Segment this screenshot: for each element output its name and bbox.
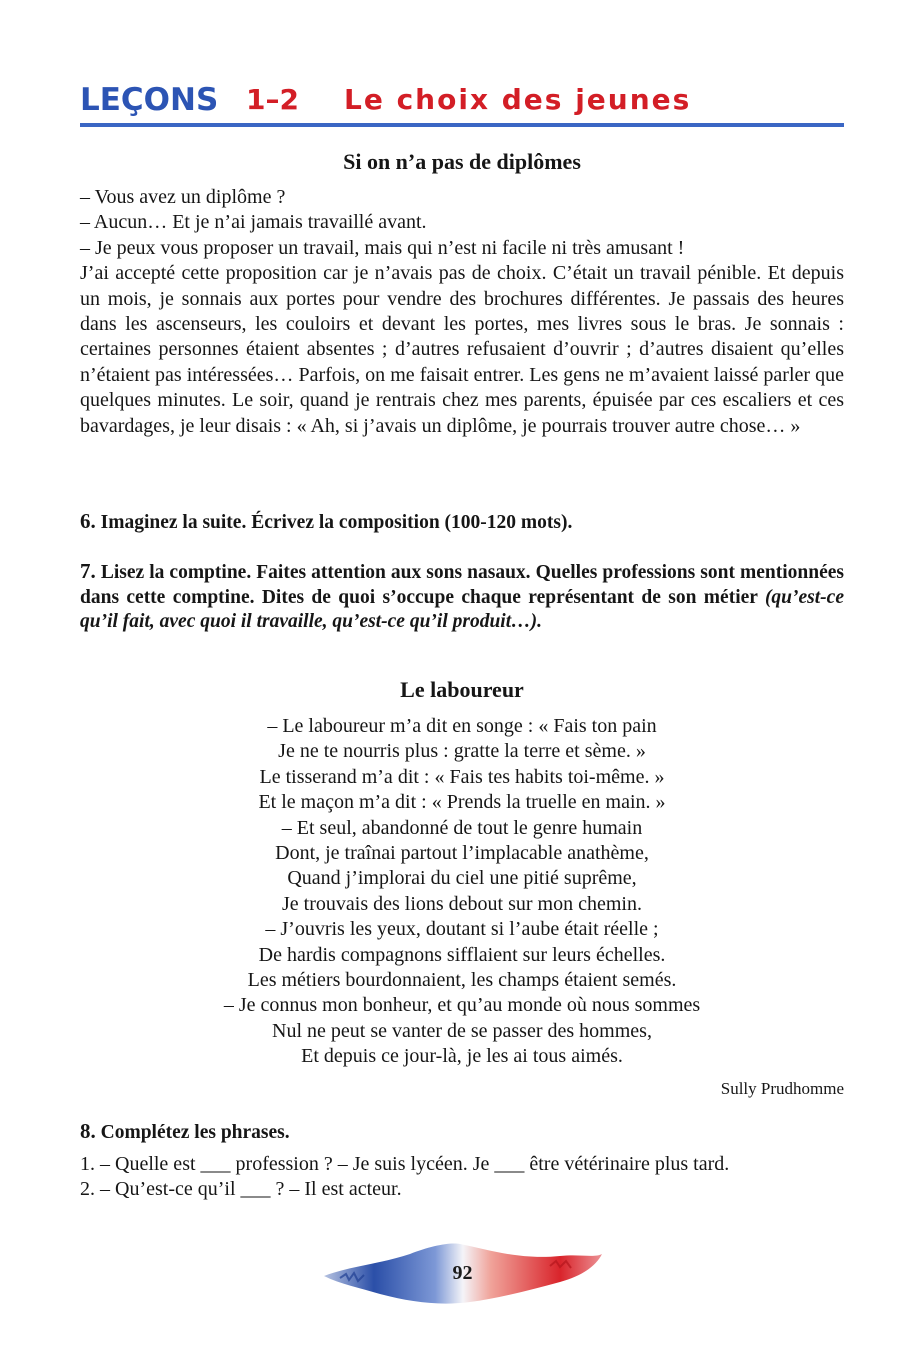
poem-title: Le laboureur xyxy=(400,677,524,702)
poem-line: De hardis compagnons sifflaient sur leurs échelles. xyxy=(258,943,666,966)
header-divider xyxy=(80,123,844,127)
poem-line: – J’ouvris les yeux, doutant si l’aube était réelle ; xyxy=(265,918,659,941)
section-title: Si on n’a pas de diplômes xyxy=(343,149,581,174)
exercise-item: 1. – Quelle est ___ profession ? – Je suis lycéen. Je ___ être vétérinaire plus tard. xyxy=(80,1153,730,1175)
poem-line: Les métiers bourdonnaient, les champs étaient semés. xyxy=(247,969,677,992)
lesson-header xyxy=(80,80,844,126)
poem-line: Quand j’implorai du ciel une pitié suprême, xyxy=(287,867,637,890)
dialogue-line: – Je peux vous proposer un travail, mais qui n’est ni facile ni très amusant ! xyxy=(80,236,685,259)
task-number: 6. xyxy=(80,509,96,533)
dialogue-line: – Aucun… Et je n’ai jamais travaillé avant. xyxy=(80,211,427,234)
poem-line: Je ne te nourris plus : gratte la terre et sème. » xyxy=(278,740,646,763)
poem-line: – Je connus mon bonheur, et qu’au monde où nous sommes xyxy=(223,994,701,1017)
poem-line: Je trouvais des lions debout sur mon chemin. xyxy=(282,892,642,915)
exercise-item: 2. – Qu’est-ce qu’il ___ ? – Il est acteur. xyxy=(80,1178,402,1201)
page-footer xyxy=(320,1236,605,1316)
task-number: 7. xyxy=(80,559,96,583)
task-6 xyxy=(80,509,844,536)
poem-line: Dont, je traînai partout l’implacable anathème, xyxy=(275,842,649,865)
dialogue-line: – Vous avez un diplôme ? xyxy=(80,186,286,208)
task-instruction: Lisez la comptine. Faites attention aux sons nasaux. Quelles professions sont mentionnées dans cette comptine. Dites de quoi s’occupe chaque représentant de son métier xyxy=(80,562,844,608)
task-instruction: Complétez les phrases. xyxy=(100,1122,290,1143)
task-7 xyxy=(80,559,844,635)
poem-author: Sully Prudhomme xyxy=(720,1079,844,1098)
poem-line: Et le maçon m’a dit : « Prends la truelle en main. » xyxy=(258,791,666,814)
lesson-title: Le choix des jeunes xyxy=(344,83,692,116)
story-paragraph: J’ai accepté cette proposition car je n’avais pas de choix. C’était un travail pénible. Et depuis un mois, je sonnais aux portes pour vendre des brochures différentes. Je passais des heures dans les ascenseurs, les couloirs et devant les portes, mes livres sous le bras. Je sonnais : certaines personnes étaient absentes ; d’autres refusaient d’ouvrir ; d’autres disaient qu’elles n’étaient pas intéressées… Parfois, on me faisait entrer. Les gens ne m’avaient laissé parler que quelques minutes. Le soir, quand je rentrais chez mes parents, épuisée par ces escaliers et ces bavardages, je leur disais : « Ah, si j’avais un diplôme, je pourrais trouver autre chose… » xyxy=(80,262,844,437)
reading-text xyxy=(80,185,844,439)
exercise-list xyxy=(80,1152,844,1203)
poem-line: – Et seul, abandonné de tout le genre humain xyxy=(281,816,643,839)
poem-line: Le tisserand m’a dit : « Fais tes habits toi-même. » xyxy=(259,765,665,788)
task-8 xyxy=(80,1119,844,1146)
page-number: 92 xyxy=(452,1262,473,1284)
poem-line: Nul ne peut se vanter de se passer des hommes, xyxy=(272,1019,652,1042)
lessons-label: LEÇONS xyxy=(80,82,219,118)
task-instruction-italic: (qu’est-ce qu’il fait, avec quoi il travaille, qu’est-ce qu’il produit…). xyxy=(80,586,844,633)
poem-text xyxy=(80,714,844,1070)
lesson-numbers: 1–2 xyxy=(246,83,299,116)
task-instruction: Imaginez la suite. Écrivez la composition (100-120 mots). xyxy=(100,512,573,533)
poem-line: Et depuis ce jour-là, je les ai tous aimés. xyxy=(301,1045,623,1068)
poem-line: – Le laboureur m’a dit en songe : « Fais ton pain xyxy=(267,715,657,737)
task-number: 8. xyxy=(80,1119,96,1143)
